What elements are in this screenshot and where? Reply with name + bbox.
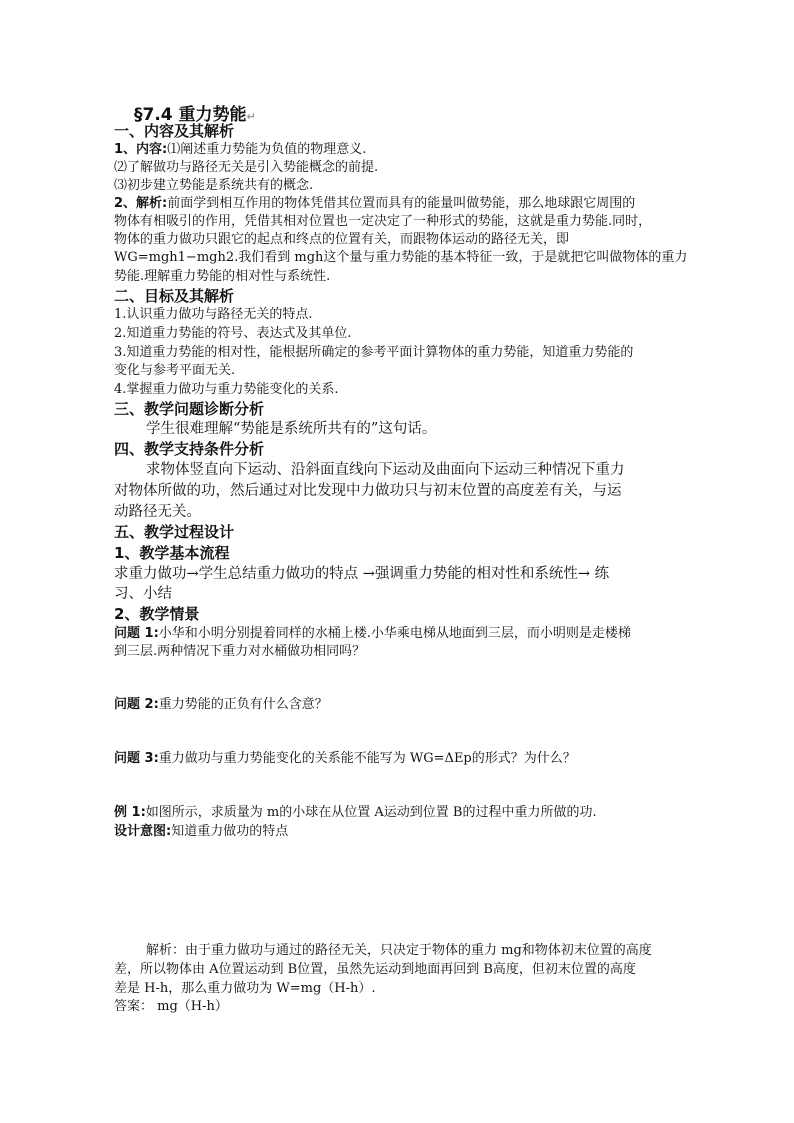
- content-text-1: ⑴阐述重力势能为负值的物理意义.: [167, 142, 367, 157]
- question-2-label: 问题 2:: [114, 697, 159, 712]
- design-intent-line: [114, 823, 288, 841]
- goal-line-2: 2.知道重力势能的符号、表达式及其单位.: [114, 326, 352, 341]
- solution-line-3: 差是 H-h，那么重力做功为 W=mg（H-h）.: [114, 981, 376, 996]
- support-line-1: 求物体竖直向下运动、沿斜面直线向下运动及曲面向下运动三种情况下重力: [146, 462, 625, 478]
- section-heading-3: 三、教学问题诊断分析: [114, 400, 265, 418]
- question-1-label: 问题 1:: [114, 626, 159, 641]
- example-1-line: [114, 804, 597, 822]
- title-text: §7.4 重力势能: [134, 105, 247, 125]
- content-line-1: [114, 141, 366, 159]
- section-heading-4: 四、教学支持条件分析: [114, 440, 265, 458]
- support-line-2: 对物体所做的功，然后通过对比发现中力做功只与初末位置的高度差有关，与运: [114, 483, 622, 499]
- question-3-line: [114, 750, 576, 768]
- flow-line-1: 求重力做功→学生总结重力做功的特点 →强调重力势能的相对性和系统性→ 练: [114, 566, 610, 582]
- design-intent-label: 设计意图:: [114, 824, 172, 839]
- analysis-line-5: 势能.理解重力势能的相对性与系统性.: [114, 269, 331, 284]
- answer-text: mg（H-h）: [157, 999, 228, 1014]
- scene-heading: 2、教学情景: [114, 605, 200, 623]
- example-1-label: 例 1:: [114, 805, 146, 820]
- goal-line-1: 1.认识重力做功与路径无关的特点.: [114, 307, 313, 322]
- analysis-label: 2、解析:: [114, 196, 168, 211]
- section-heading-2: 二、目标及其解析: [114, 287, 235, 305]
- analysis-line-4: WG=mgh1−mgh2.我们看到 mgh这个量与重力势能的基本特征一致，于是就把它叫做物体的重力: [114, 250, 688, 265]
- paragraph-mark: ↵: [246, 110, 256, 123]
- support-line-3: 动路径无关。: [114, 504, 201, 520]
- question-3-text: 重力做功与重力势能变化的关系能不能写为 WG=ΔEp的形式？为什么？: [158, 751, 576, 766]
- analysis-line-2: 物体有相吸引的作用，凭借其相对位置也一定决定了一种形式的势能，这就是重力势能.同时，: [114, 214, 652, 229]
- question-1-text-a: 小华和小明分别提着同样的水桶上楼.小华乘电梯从地面到三层，而小明则是走楼梯: [158, 626, 631, 641]
- flow-line-2: 习、小结: [114, 586, 172, 602]
- solution-line-1: 解析：由于重力做功与通过的路径无关，只决定于物体的重力 mg和物体初末位置的高度: [146, 943, 652, 958]
- example-1-text: 如图所示，求质量为 m的小球在从位置 A运动到位置 B的过程中重力所做的功.: [145, 805, 597, 820]
- goal-line-4: 4.掌握重力做功与重力势能变化的关系.: [114, 382, 339, 397]
- content-label: 1、内容:: [114, 142, 168, 157]
- answer-line: [114, 998, 228, 1016]
- section-heading-1: 一、内容及其解析: [114, 122, 235, 140]
- question-1-line-1: [114, 625, 631, 643]
- content-line-3: ⑶初步建立势能是系统共有的概念.: [114, 178, 314, 193]
- goal-line-3a: 3.知道重力势能的相对性，能根据所确定的参考平面计算物体的重力势能，知道重力势能的: [114, 345, 634, 360]
- goal-line-3b: 变化与参考平面无关.: [114, 363, 236, 378]
- question-2-text: 重力势能的正负有什么含意？: [158, 697, 328, 712]
- analysis-text-1: 前面学到相互作用的物体凭借其位置而具有的能量叫做势能，那么地球跟它周围的: [167, 196, 636, 211]
- analysis-line-1: [114, 195, 635, 213]
- question-3-label: 问题 3:: [114, 751, 159, 766]
- design-intent-text: 知道重力做功的特点: [171, 824, 289, 839]
- flow-heading: 1、教学基本流程: [114, 544, 230, 562]
- question-2-line: [114, 696, 328, 714]
- diagnosis-text: 学生很难理解“势能是系统所共有的”这句话。: [146, 421, 437, 437]
- answer-label: 答案：: [114, 999, 154, 1014]
- analysis-line-3: 物体的重力做功只跟它的起点和终点的位置有关，而跟物体运动的路径无关，即: [114, 232, 570, 247]
- section-heading-5: 五、教学过程设计: [114, 523, 235, 541]
- question-1-line-2: 到三层.两种情况下重力对水桶做功相同吗？: [114, 644, 366, 659]
- content-line-2: ⑵了解做功与路径无关是引入势能概念的前提.: [114, 160, 379, 175]
- solution-line-2: 差，所以物体由 A位置运动到 B位置，虽然先运动到地面再回到 B高度，但初末位置的高度: [114, 962, 636, 977]
